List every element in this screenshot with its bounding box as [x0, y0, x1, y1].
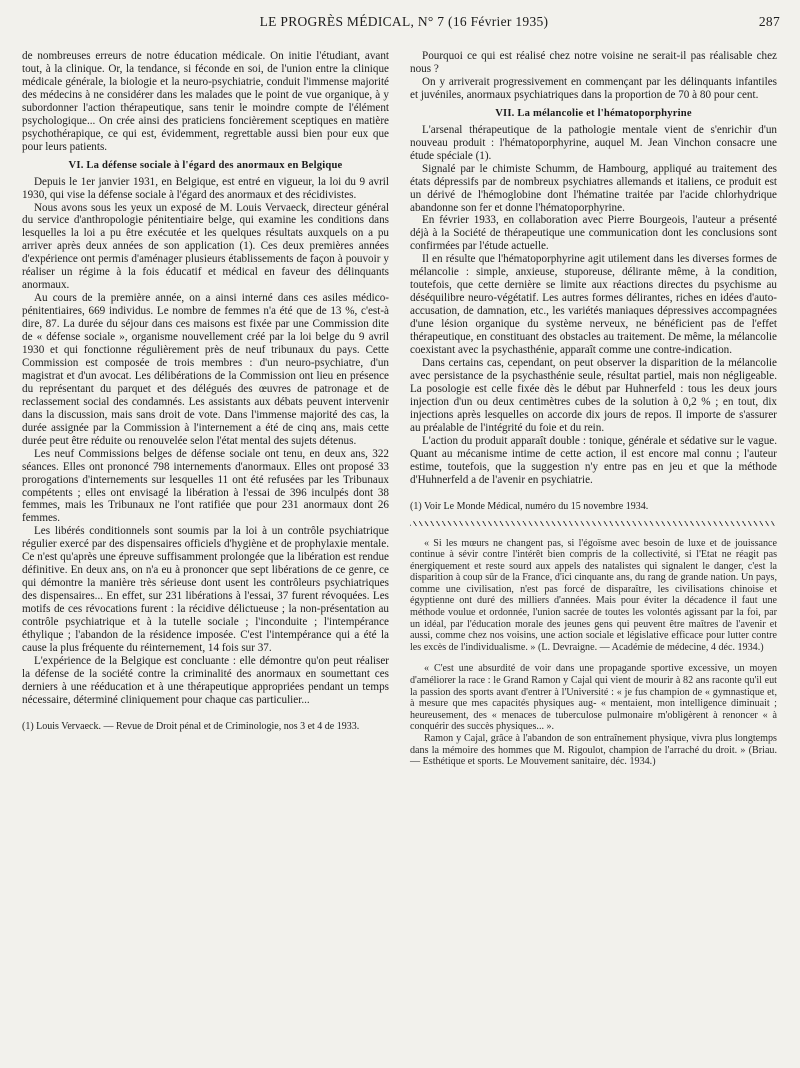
paragraph: Dans certains cas, cependant, on peut observer la disparition de la mélancolie avec persistance de la psychasthénie seule, résultat partiel, mais non négligeable. La posologie est celle fixée dès le début par Huhnerfeld : tous les deux jours injection d'un ou deux centimètres cubes de la solution à 0,2 % ; en tout, dix injections après lesquelles on accorde dix jours de repos. Il importe de s'assurer au préalable de l'intégrité du foie et du rein.	[410, 356, 777, 434]
left-footnote: (1) Louis Vervaeck. — Revue de Droit pénal et de Criminologie, nos 3 et 4 de 1933.	[22, 720, 360, 732]
right-footnote: (1) Voir Le Monde Médical, numéro du 15 novembre 1934.	[410, 500, 649, 512]
paragraph: Les neuf Commissions belges de défense sociale ont tenu, en deux ans, 322 séances. Elles ont prononcé 798 internements d'anormaux. Elles ont proposé 33 prorogations d'internements sur lesquelles 11 ont été refusées par les Tribunaux compétents ; elles ont envisagé la libération à l'essai de 396 inculpés dont 38 femmes, mais les Tribunaux ne l'ont ratifiée que pour 231 anormaux dont 26 femmes.	[22, 447, 389, 525]
paragraph: On y arriverait progressivement en commençant par les délinquants infantiles et juvéniles, anormaux psychiatriques dans la proportion de 70 à 80 pour cent.	[410, 75, 777, 101]
quotation-block	[410, 538, 777, 768]
journal-title: LE PROGRÈS MÉDICAL, N° 7 (16 Février 1935)	[259, 14, 549, 29]
right-column	[410, 50, 777, 768]
page-number: 287	[758, 14, 780, 29]
section-vi-heading: VI. La défense sociale à l'égard des anormaux en Belgique	[68, 159, 343, 171]
paragraph: Les libérés conditionnels sont soumis par la loi à un contrôle psychiatrique régulier exercé par des dispensaires officiels d'hygiène et de prophylaxie mentale. Ce n'est qu'après une épreuve suffisamment prolongée que la libération est rendue définitive. En deux ans, on n'a eu à prononcer que sept libérations de ce genre, ce qui démontre la manière très sérieuse dont usent les contrôleurs psychiatriques des dispensaires... En effet, sur 231 libérations à l'essai, 37 furent révoquées. Les motifs de ces révocations furent : la récidive délictueuse ; la non-présentation au contrôle psychiatrique et à la tutelle sociale ; l'inconduite ; l'intempérance éthylique ; l'abandon de la résidence imposée. C'est l'intempérance qui a été la cause la plus fréquente du réinternement, 14 fois sur 37.	[22, 525, 389, 654]
ornamental-divider	[410, 521, 777, 526]
quotation: Ramon y Cajal, grâce à l'abandon de son entraînement physique, vivra plus longtemps dans la mémoire des hommes que M. Rigoulot, champion de l'arraché du droit. » (Briau. — Esthétique et sports. Le Mouvement sanitaire, déc. 1934.)	[410, 733, 777, 768]
paragraph: L'expérience de la Belgique est concluante : elle démontre qu'on peut réaliser la défense de la société contre la criminalité des anormaux en soumettant ces derniers à une rééducation et à une thérapeutique appropriées pendant un temps nécessaire, déterminé cliniquement pour chaque cas particulier...	[22, 654, 389, 706]
paragraph: L'arsenal thérapeutique de la pathologie mentale vient de s'enrichir d'un nouveau produit : l'hématoporphyrine, auquel M. Jean Vinchon consacre une étude spéciale (1).	[410, 123, 777, 162]
left-column	[22, 50, 389, 733]
paragraph: En février 1933, en collaboration avec Pierre Bourgeois, l'auteur a présenté déjà à la Société de thérapeutique une communication dont les conclusions sont confirmées par l'étude actuelle.	[410, 214, 777, 253]
quotation: « Si les mœurs ne changent pas, si l'égoïsme avec besoin de luxe et de jouissance continue à sévir contre l'intérêt bien compris de la collectivité, si l'Etat ne réagit pas énergiquement et reste sourd aux appels des natalistes qui signalent le danger, c'est la disparition à coup sûr de la France, d'ici cinquante ans, du rang de grande nation. Un pays, comme une civilisation, n'est pas forcé de disparaître, les civilisations chinoise et égyptienne ont duré des milliers d'années. Mais pour éviter la décadence il faut une méthode voulue et ordonnée, l'union sacrée de toutes les volontés agissant par la foi, par un idéal, par l'éducation morale des jeunes gens qui peuvent être maîtres de l'avenir et aussi, comme chez nos voisins, une action sociale et législative efficace pour lutter contre les excès de l'individualisme. » (L. Devraigne. — Académie de médecine, 4 déc. 1934.)	[410, 537, 777, 653]
paragraph: L'action du produit apparaît double : tonique, générale et sédative sur le vague. Quant au mécanisme intime de cette action, il est encore mal connu ; l'auteur estime, toutefois, que la suggestion n'y entre pas en jeu et que la méthode d'Huhnerfeld a de l'avenir en psychiatrie.	[410, 434, 777, 486]
paragraph: Pourquoi ce qui est réalisé chez notre voisine ne serait-il pas réalisable chez nous ?	[410, 50, 777, 75]
paragraph: Nous avons sous les yeux un exposé de M. Louis Vervaeck, directeur général du service d'anthropologie pénitentiaire belge, qui examine les conditions dans lesquelles la loi a pu être exécutée et les quelques résultats auxquels on a pu arriver après deux années de son application (1). Ces deux premières années d'expérience ont permis d'aménager plusieurs établissements de façon à pouvoir y réaliser un régime à la fois éducatif et médical en faveur des délinquants anormaux.	[22, 201, 389, 292]
paragraph: Signalé par le chimiste Schumm, de Hambourg, appliqué au traitement des états dépressifs par de nombreux psychiatres allemands et italiens, ce produit est un dérivé de l'hémoglobine dont l'hématine traitée par l'acide chlorhydrique abandonne son fer et donne l'hématoporphyrine.	[410, 162, 777, 214]
running-header	[28, 14, 780, 36]
paragraph: Depuis le 1er janvier 1931, en Belgique, est entré en vigueur, la loi du 9 avril 1930, qui vise la défense sociale à l'égard des anormaux et des récidivistes.	[22, 175, 389, 201]
left-intro-paragraph: de nombreuses erreurs de notre éducation médicale. On initie l'étudiant, avant tout, à la clinique. Or, la tendance, si féconde en soi, de l'union entre la clinique médicale générale, la biologie et la neuro-psychiatrie, conduit l'immense majorité des médecins à ne considérer dans les malades que le point de vue organique, à y subordonner l'action thérapeutique, sans tenir le moindre compte de l'élément psychologique... On crée ainsi des praticiens foncièrement sceptiques en matière psychothérapique, ce qui est, évidemment, regrettable aussi bien pour eux que pour leurs patients.	[22, 50, 389, 153]
paragraph: Il en résulte que l'hématoporphyrine agit utilement dans les diverses formes de mélancolie : simple, anxieuse, stuporeuse, délirante même, à la condition, toutefois, que cette dernière se limite aux réactions directes du psychisme au déséquilibre neuro-végétatif. Les autres formes délirantes, riches en idées d'auto-accusation, de damnation, etc., les variétés maniaques dépressives accompagnées d'une lésion organique du système nerveux, ne bénéficient pas de l'effet thérapeutique, en constituant des obstacles au traitement. De même, la mélancolie coexistant avec la psychasthénie, apparaît comme une contre-indication.	[410, 253, 777, 357]
paragraph: Au cours de la première année, on a ainsi interné dans ces asiles médico-pénitentiaires, 669 individus. Le nombre de femmes n'a été que de 13 %, c'est-à dire, 87. La durée du séjour dans ces maisons est fixée par une Commission dite de « défense sociale », organisme nouvellement créé par la loi belge du 9 avril 1930 et qui fonctionne régulièrement près de neuf tribunaux du pays. Cette Commission est composée de trois membres : d'un neuro-psychiatre, d'un magistrat et d'un avocat. Les délibérations de la Commission ont lieu en présence du représentant du parquet et des délégués des œuvres de patronage et de reclassement social des condamnés. Les assistants aux débats peuvent intervenir dans la discussion, mais sans droit de vote. Dans l'immense majorité des cas, la durée assignée par la Commission à l'internement a été de cinq ans, mais cette durée peut être réduite ou renouvelée selon l'état mental des sujets détenus.	[22, 292, 389, 447]
quotation: « C'est une absurdité de voir dans une propagande sportive excessive, un moyen d'améliorer la race : le Grand Ramon y Cajal qui vient de mourir à 82 ans raconte qu'il eut la passion des sports avant d'entrer à l'Université : « je fus champion de « gymnastique et, à mesure que mes capacités physiques aug- « mentaient, mon intelligence diminuait ; heureusement, des « menaces de tuberculose pulmonaire m'obligèrent à renoncer « à conquérir des succès physiques... ».	[410, 663, 777, 733]
section-vii-heading: VII. La mélancolie et l'hématoporphyrine	[495, 107, 692, 119]
